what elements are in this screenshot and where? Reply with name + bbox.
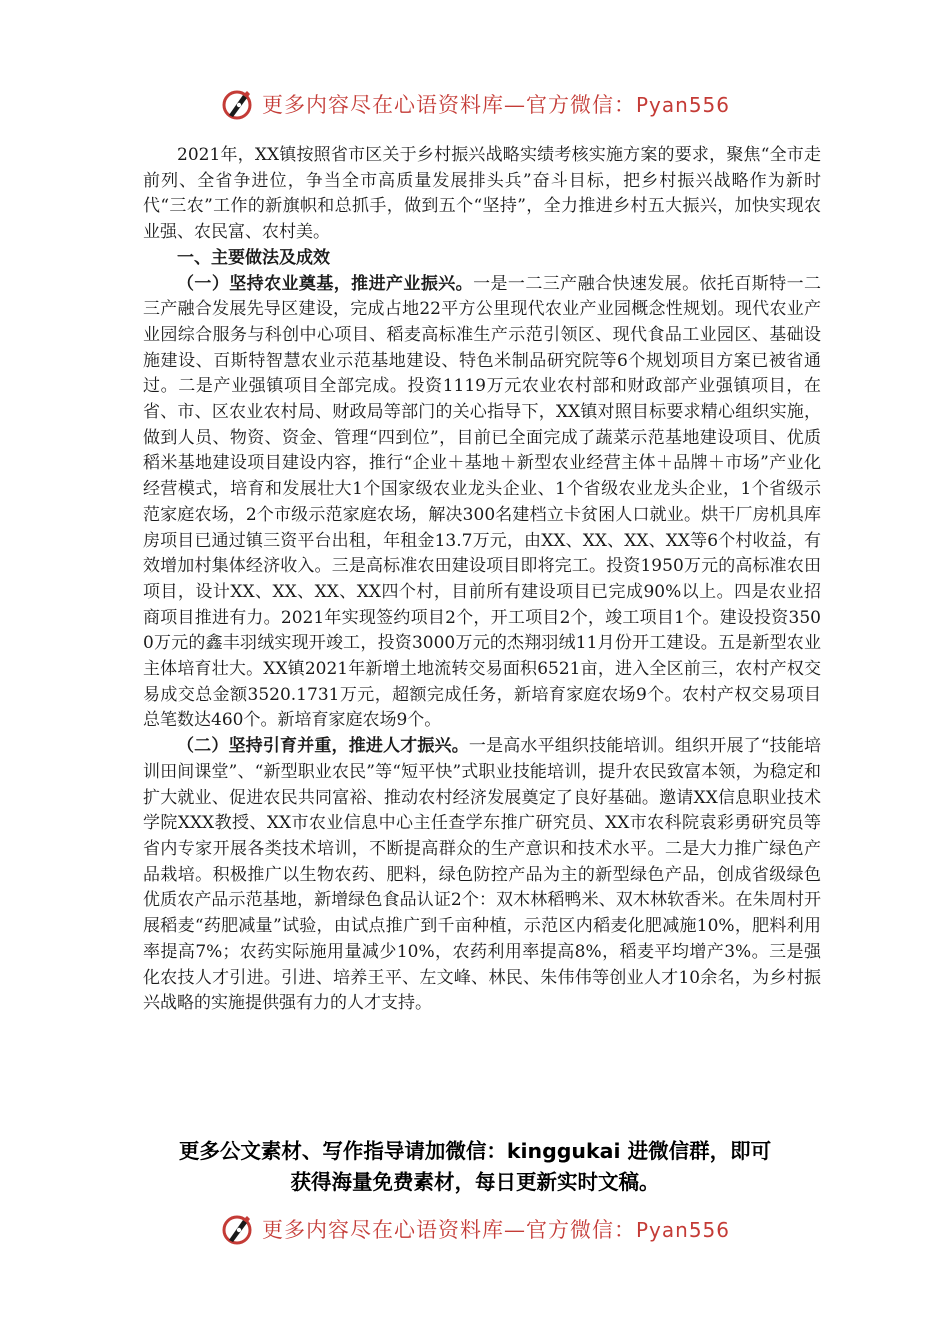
- document-body: [143, 143, 821, 1017]
- section-heading: 一、主要做法及成效: [177, 247, 330, 268]
- wechat-id: Pyan556: [635, 93, 730, 117]
- banner-text: [262, 1214, 730, 1244]
- intro-paragraph: 2021年，XX镇按照省市区关于乡村振兴战略实绩考核实施方案的要求，聚焦“全市走前列、全省争进位，争当全市高质量发展排头兵”奋斗目标，把乡村振兴战略作为新时代“三农”工作的新旗帜和总抓手，做到五个“坚持”，全力推进乡村五大振兴，加快实现农业强、农民富、农村美。: [143, 145, 821, 243]
- promo-block: [100, 1136, 850, 1198]
- subsection-body: 一是一二三产融合快速发展。依托百斯特一二三产融合发展先导区建设，完成占地22平方公里现代农业产业园概念性规划。现代农业产业园综合服务与科创中心项目、稻麦高标准生产示范引领区、现代食品工业园区、基础设施建设、百斯特智慧农业示范基地建设、特色米制品研究院等6个规划项目方案已被省通过。二是产业强镇项目全部完成。投资1119万元农业农村部和财政部产业强镇项目，在省、市、区农业农村局、财政局等部门的关心指导下，XX镇对照目标要求精心组织实施，做到人员、物资、资金、管理“四到位”，目前已全面完成了蔬菜示范基地建设项目、优质稻米基地建设项目建设内容，推行“企业＋基地＋新型农业经营主体＋品牌＋市场”产业化经营模式，培育和发展壮大1个国家级农业龙头企业、1个省级农业龙头企业，1个省级示范家庭农场，2个市级示范家庭农场，解决300名建档立卡贫困人口就业。烘干厂房机具库房项目已通过镇三资平台出租，年租金13.7万元，由XX、XX、XX、XX等6个村收益，有效增加村集体经济收入。三是高标准农田建设项目即将完工。投资1950万元的高标准农田项目，设计XX、XX、XX、XX四个村，目前所有建设项目已完成90%以上。四是农业招商项目推进有力。2021年实现签约项目2个，开工项目2个，竣工项目1个。建设投资3500万元的鑫丰羽绒实现开竣工，投资3000万元的杰翔羽绒11月份开工建设。五是新型农业主体培育壮大。XX镇2021年新增土地流转交易面积6521亩，进入全区前三，农村产权交易成交总金额3520.1731万元，超额完成任务，新培育家庭农场9个。农村产权交易项目总笔数达460个。新培育家庭农场9个。: [143, 273, 822, 731]
- wechat-id: Pyan556: [635, 1218, 730, 1242]
- footer-banner: [0, 1207, 950, 1251]
- subsection-paragraph: [143, 734, 821, 1017]
- banner-label: 更多内容尽在心语资料库—官方微信：: [261, 93, 636, 117]
- subsection-body: 一是高水平组织技能培训。组织开展了“技能培训田间课堂”、“新型职业农民”等“短平快”式职业技能培训，提升农民致富本领，为稳定和扩大就业、促进农民共同富裕、推动农村经济发展奠定了良好基础。邀请XX信息职业技术学院XXX教授、XX市农业信息中心主任查学东推广研究员、XX市农科院袁彩勇研究员等省内专家开展各类技术培训，不断提高群众的生产意识和技术水平。二是大力推广绿色产品栽培。积极推广以生物农药、肥料，绿色防控产品为主的新型绿色产品，创成省级绿色优质农产品示范基地，新增绿色食品认证2个：双木林稻鸭米、双木林软香米。在朱周村开展稻麦“药肥减量”试验，由试点推广到千亩种植，示范区内稻麦化肥减施10%，肥料利用率提高7%；农药实际施用量减少10%，农药利用率提高8%，稻麦平均增产3%。三是强化农技人才引进。引进、培养王平、左文峰、林民、朱伟伟等创业人才10余名，为乡村振兴战略的实施提供强有力的人才支持。: [143, 736, 822, 1014]
- banner-label: 更多内容尽在心语资料库—官方微信：: [261, 1218, 636, 1242]
- subsection-paragraph: [143, 272, 821, 735]
- promo-line: 获得海量免费素材，每日更新实时文稿。: [290, 1170, 660, 1194]
- pen-nib-circle-icon: [220, 87, 254, 121]
- subsection-title: （二）坚持引育并重，推进人才振兴。: [177, 736, 469, 757]
- subsection-title: （一）坚持农业奠基，推进产业振兴。: [177, 273, 474, 294]
- pen-nib-circle-icon: [220, 1212, 254, 1246]
- banner-text: [262, 89, 730, 119]
- header-banner: [0, 82, 950, 126]
- promo-line: 更多公文素材、写作指导请加微信：kinggukai 进微信群，即可: [178, 1139, 772, 1163]
